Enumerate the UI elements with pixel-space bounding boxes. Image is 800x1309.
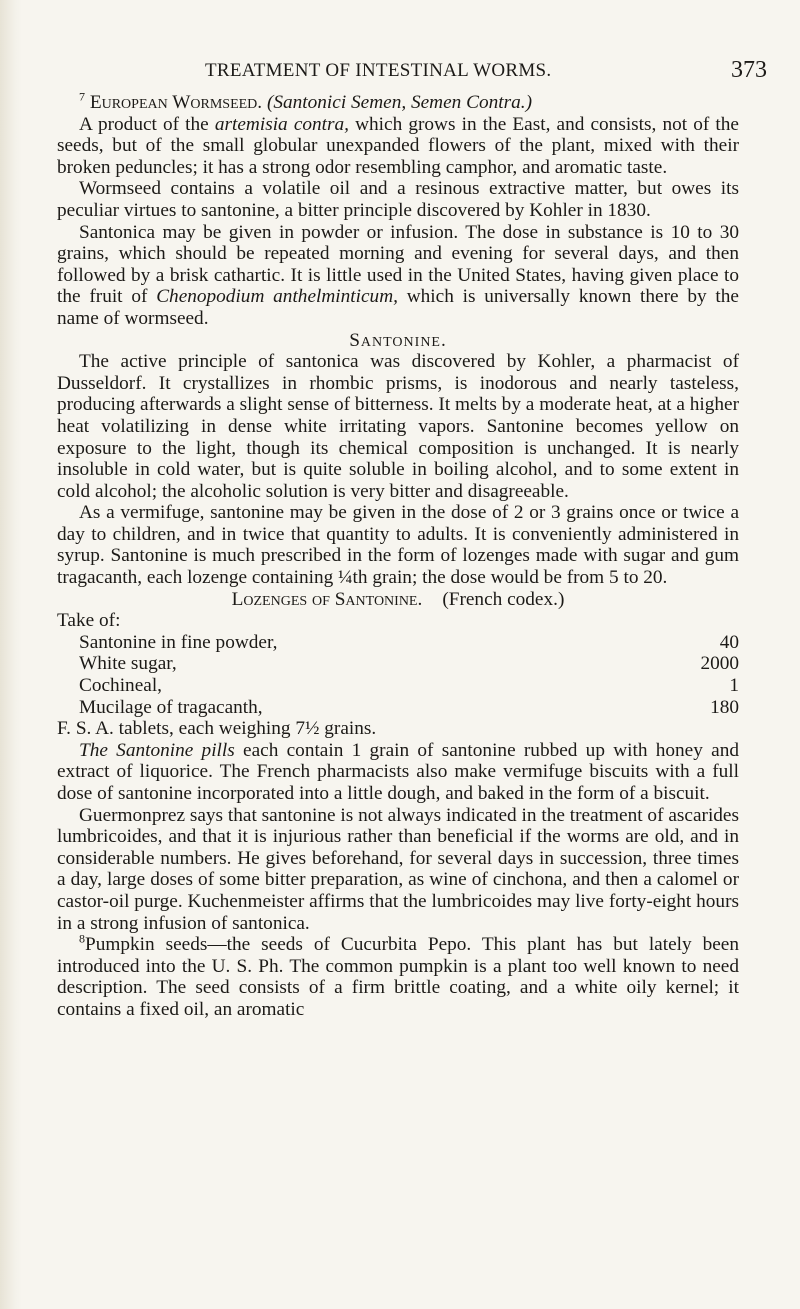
page-number: 373 (731, 57, 767, 83)
ingredient-row (57, 632, 739, 654)
wormseed-paragraph-2: Wormseed contains a volatile oil and a resinous extractive matter, but owes its peculiar virtues to santonine, a bitter principle discovered by Kohler in 1830. (57, 178, 739, 221)
lozenge-formula (57, 610, 739, 740)
running-title: TREATMENT OF INTESTINAL WORMS. (205, 60, 552, 81)
ingredient-name: Mucilage of tragacanth, (79, 696, 263, 718)
formula-directions: F. S. A. tablets, each weighing 7½ grains. (57, 718, 377, 740)
ingredient-name: Cochineal, (79, 675, 162, 697)
ingredient-row (57, 697, 739, 719)
lozenges-source: (French codex.) (442, 588, 565, 610)
santonine-paragraph-1: The active principle of santonica was discovered by Kohler, a pharmacist of Dusseldorf. It crystallizes in rhombic prisms, is inodorous and nearly tasteless, producing afterwards a slight sense of bitterness. It melts by a moderate heat, at a higher heat volatilizing in dense white irritating vapors. Santonine becomes yellow on exposure to the light, though its chemical composition is unchanged. It is nearly insoluble in cold water, but is quite soluble in boiling alcohol, and to some extent in cold alcohol; the alcoholic solution is very bitter and disagreeable. (57, 351, 739, 502)
wormseed-heading: European Wormseed. (89, 92, 263, 113)
santonine-paragraph-2: As a vermifuge, santonine may be given in the dose of 2 or 3 grains once or twice a day to children, and in twice that quantity to adults. It is conveniently administered in syrup. Santonine is much prescribed in the form of lozenges made with sugar and gum tragacanth, each lozenge containing ¼th grain; the dose would be from 5 to 20. (57, 502, 739, 589)
wormseed-paragraph-1: A product of the artemisia contra, which grows in the East, and consists, not of the seeds, but of the small globular unexpanded flowers of the plant, mixed with their broken peduncles; it has a strong odor resembling camphor, and aromatic taste. (57, 113, 739, 178)
santonine-heading: Santonine. (349, 329, 447, 351)
footnote-marker: 8 (79, 931, 85, 946)
ingredient-qty: 180 (710, 696, 739, 718)
take-of-label: Take of: (57, 610, 121, 632)
pills-paragraph-2: Guermonprez says that santonine is not always indicated in the treatment of ascarides lumbricoides, and that it is injurious rather than beneficial if the worms are old, and in considerable numbers. He gives beforehand, for several days in succession, three times a day, large doses of some bitter preparation, as wine of cinchona, and then a calomel or castor-oil purge. Kuchenmeister affirms that the lumbricoides may live forty-eight hours in a strong infusion of santonica. (57, 804, 739, 934)
ingredient-row (57, 653, 739, 675)
ingredient-qty: 2000 (700, 653, 739, 675)
wormseed-heading-paragraph (57, 89, 739, 114)
wormseed-latin-names: (Santonici Semen, Semen Contra.) (266, 92, 533, 113)
binding-shadow (0, 0, 22, 1309)
ingredient-qty: 40 (719, 631, 739, 653)
ingredient-qty: 1 (729, 675, 739, 697)
lozenges-heading-line (57, 589, 739, 611)
pumpkin-paragraph: $^8$Pumpkin seeds—the seeds of Cucurbita Pepo. This plant has but lately been introduced into the U. S. Ph. The common pumpkin is a plant too well known to need description. The seed consists of a firm brittle coating, and a white oily kernel; it contains a fixed oil, an aromatic (57, 931, 739, 1020)
ingredient-name: Santonine in fine powder, (79, 631, 278, 653)
body-text (57, 89, 739, 1021)
lozenges-heading: Lozenges of Santonine. (231, 588, 423, 610)
ingredient-name: White sugar, (79, 653, 177, 675)
footnote-marker: 7 (79, 89, 85, 104)
wormseed-paragraph-3: Santonica may be given in powder or infusion. The dose in substance is 10 to 30 grains, which should be repeated morning and evening for several days, and then followed by a brisk cathartic. It is little used in the United States, having given place to the fruit of Chenopodium anthelminticum, which is universally known there by the name of wormseed. (57, 221, 739, 329)
ingredient-row (57, 675, 739, 697)
pills-paragraph-1: The Santonine pills each contain 1 grain of santonine rubbed up with honey and extract of liquorice. The French pharmacists also make vermifuge biscuits with a full dose of santonine incorporated into a little dough, and baked in the form of a biscuit. (57, 739, 739, 804)
